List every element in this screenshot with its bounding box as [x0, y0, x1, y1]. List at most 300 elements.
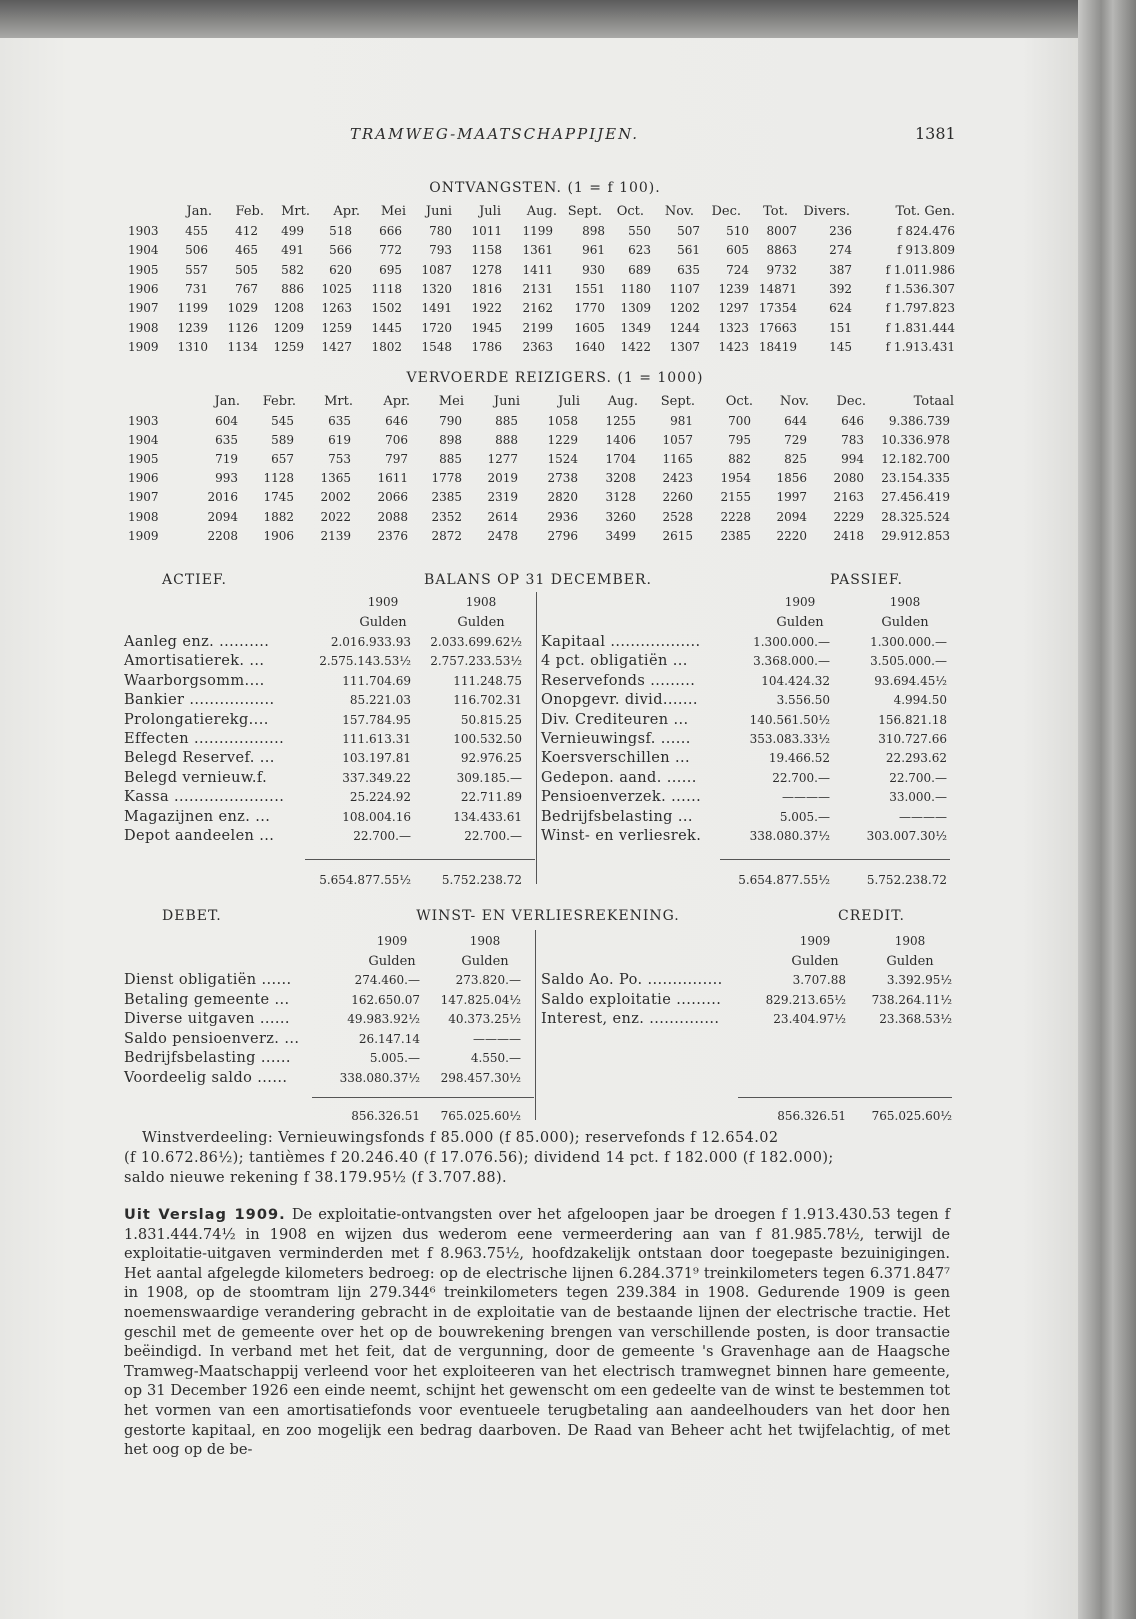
reizigers-cell: 981: [670, 414, 693, 428]
actief-total-rule: [305, 859, 535, 860]
ontvangsten-cell: 8007: [766, 224, 797, 238]
reizigers-cell: 646: [841, 414, 864, 428]
actief-1909: 157.784.95: [342, 712, 411, 727]
passief-total-1908: 5.752.238.72: [866, 873, 947, 887]
debet-1908: 298.457.30½: [440, 1070, 521, 1085]
passief-1908: 33.000.—: [889, 790, 947, 805]
ontvangsten-cell: 731: [185, 281, 208, 296]
debet-label: Diverse uitgaven ......: [124, 1011, 290, 1027]
passief-label: Div. Crediteuren ...: [541, 711, 689, 728]
ontvangsten-cell: 1770: [574, 301, 605, 316]
ontvangsten-cell: 930: [582, 262, 605, 277]
ontvangsten-cell: 17354: [758, 301, 797, 316]
ontvangsten-cell: 1087: [421, 262, 452, 277]
ontvangsten-cell: 412: [235, 224, 258, 238]
debet-1908: 273.820.—: [455, 973, 521, 987]
reizigers-cell: 797: [385, 452, 408, 467]
unit-label: Gulden: [461, 954, 509, 969]
ontvangsten-cell: 465: [235, 243, 258, 258]
reizigers-cell: 3499: [605, 528, 636, 543]
passief-1909: 338.080.37½: [749, 829, 830, 843]
ontvangsten-cell: 557: [185, 262, 208, 277]
reizigers-cell: 3208: [605, 471, 636, 486]
ontvangsten-col-header: Nov.: [664, 204, 694, 219]
ontvangsten-cell: 605: [726, 243, 749, 258]
ontvangsten-cell: 506: [185, 243, 208, 258]
reizigers-cell: 1255: [605, 414, 636, 428]
actief-label: Aanleg enz. ..........: [124, 634, 270, 650]
reizigers-cell: 2220: [776, 528, 807, 543]
ontvangsten-cell: 1427: [321, 339, 352, 354]
reizigers-cell: 2376: [377, 528, 408, 543]
ontvangsten-cell: 9732: [766, 262, 797, 277]
passief-label: Vernieuwingsf. ......: [541, 731, 691, 747]
actief-label: Effecten ..................: [124, 731, 285, 747]
ontvangsten-cell: 767: [235, 281, 258, 296]
reizigers-cell: 729: [784, 433, 807, 448]
passief-1909: 3.556.50: [776, 693, 830, 708]
debet-1908: 147.825.04½: [440, 992, 521, 1007]
ontvangsten-cell: 961: [582, 243, 605, 258]
reizigers-cell: 1745: [263, 490, 294, 505]
ontvangsten-year: 1908: [128, 320, 159, 335]
reizigers-cell: 706: [385, 433, 408, 448]
winstverdeeling-line-1: Winstverdeeling: Vernieuwingsfonds f 85.000 (f 85.000); reservefonds f 12.654.02: [142, 1130, 779, 1146]
ontvangsten-cell: 1445: [371, 320, 402, 335]
actief-1909: 111.613.31: [342, 732, 411, 746]
ontvangsten-cell: 561: [677, 243, 700, 258]
ontvangsten-cell: 624: [829, 301, 852, 316]
ontvangsten-cell: 392: [829, 281, 852, 296]
reizigers-col-header: Oct.: [725, 394, 753, 409]
ontvangsten-cell: 689: [628, 262, 651, 277]
ontvangsten-cell: f 824.476: [897, 224, 955, 238]
year-label: 1908: [889, 595, 921, 609]
passief-1909: 5.005.—: [779, 809, 830, 824]
reizigers-col-header: Mrt.: [324, 394, 353, 409]
reizigers-col-header: Mei: [438, 394, 464, 409]
reizigers-cell: 719: [215, 452, 238, 467]
ontvangsten-cell: 274: [829, 243, 852, 258]
actief-1908: 50.815.25: [460, 712, 522, 727]
actief-1908: 22.700.—: [464, 829, 522, 843]
reizigers-year: 1905: [128, 452, 159, 467]
ontvangsten-col-header: Mrt.: [281, 204, 310, 219]
reizigers-cell: 2155: [720, 490, 751, 505]
ontvangsten-cell: 1126: [227, 320, 258, 335]
reizigers-year: 1909: [128, 528, 159, 543]
passief-1909: 353.083.33½: [749, 732, 830, 746]
passief-1908: 3.505.000.—: [870, 654, 947, 669]
passief-1909: 104.424.32: [761, 673, 830, 688]
ontvangsten-cell: 8863: [766, 243, 797, 258]
actief-label: Bankier .................: [124, 692, 275, 709]
reizigers-cell: 589: [271, 433, 294, 448]
ontvangsten-cell: 1107: [669, 281, 700, 296]
ontvangsten-cell: 1297: [718, 301, 749, 316]
ontvangsten-cell: 550: [628, 224, 651, 238]
actief-1909: 337.349.22: [342, 770, 411, 785]
ontvangsten-cell: 1259: [273, 339, 304, 354]
reizigers-cell: 1997: [776, 490, 807, 505]
ontvangsten-cell: 1491: [421, 301, 452, 316]
reizigers-col-header: Sept.: [660, 394, 695, 409]
verslag-heading: Uit Verslag 1909.: [124, 1206, 286, 1223]
actief-label: Belegd vernieuw.f.: [124, 769, 268, 786]
year-label: 1908: [465, 595, 497, 609]
ontvangsten-year: 1903: [128, 224, 159, 238]
reizigers-cell: 2163: [833, 490, 864, 505]
credit-1909: 23.404.97½: [773, 1012, 846, 1026]
ontvangsten-cell: 507: [677, 224, 700, 238]
page-title: TRAMWEG-MAATSCHAPPIJEN.: [350, 125, 640, 143]
actief-1909: 85.221.03: [349, 693, 411, 708]
reizigers-cell: 1704: [605, 452, 636, 467]
unit-label: Gulden: [457, 615, 505, 630]
reizigers-cell: 29.912.853: [881, 528, 950, 543]
ontvangsten-cell: 566: [329, 243, 352, 258]
reizigers-cell: 27.456.419: [881, 490, 950, 505]
debet-1909: 26.147.14: [358, 1031, 420, 1046]
credit-1909: 3.707.88: [792, 973, 846, 987]
balans-title: BALANS OP 31 DECEMBER.: [424, 572, 652, 588]
actief-1909: 111.704.69: [342, 673, 411, 688]
unit-label: Gulden: [881, 615, 929, 630]
ontvangsten-year: 1904: [128, 243, 159, 258]
reizigers-col-header: Juli: [558, 394, 580, 409]
ontvangsten-cell: 1802: [371, 339, 402, 354]
actief-1908: 111.248.75: [453, 673, 522, 688]
passief-1908: 22.700.—: [889, 770, 947, 785]
reizigers-cell: 700: [728, 414, 751, 428]
passief-1908: 1.300.000.—: [870, 635, 947, 649]
reizigers-cell: 882: [728, 452, 751, 467]
verslag-paragraph: [124, 1205, 950, 1460]
debet-label: Saldo pensioenverz. ...: [124, 1030, 300, 1047]
passief-total-1909: 5.654.877.55½: [738, 873, 830, 887]
actief-1908: 2.033.699.62½: [430, 635, 522, 649]
actief-1909: 25.224.92: [349, 790, 411, 805]
reizigers-cell: 545: [271, 414, 294, 428]
ontvangsten-cell: 2162: [522, 301, 553, 316]
reizigers-cell: 2615: [662, 528, 693, 543]
reizigers-cell: 1406: [605, 433, 636, 448]
winst-divider: [535, 930, 536, 1120]
reizigers-cell: 2094: [207, 509, 238, 524]
ontvangsten-col-header: Mei: [380, 204, 406, 219]
reizigers-cell: 23.154.335: [881, 471, 950, 486]
ontvangsten-cell: 623: [628, 243, 651, 258]
reizigers-cell: 2022: [320, 509, 351, 524]
reizigers-cell: 1906: [263, 528, 294, 543]
ontvangsten-cell: 14871: [758, 281, 797, 296]
book-binding-edge: [1078, 0, 1136, 1619]
passief-1908: ————: [899, 809, 947, 824]
actief-1908: 2.757.233.53½: [430, 654, 522, 669]
ontvangsten-cell: 1199: [522, 224, 553, 238]
ontvangsten-cell: f 1.831.444: [885, 320, 955, 335]
reizigers-cell: 885: [439, 452, 462, 467]
ontvangsten-cell: 145: [829, 339, 852, 354]
ontvangsten-col-header: Juni: [425, 204, 452, 219]
year-label: 1908: [894, 934, 926, 948]
reizigers-cell: 1229: [547, 433, 578, 448]
ontvangsten-cell: 695: [379, 262, 402, 277]
actief-1909: 108.004.16: [342, 809, 411, 824]
ontvangsten-cell: 1278: [471, 262, 502, 277]
reizigers-cell: 2738: [547, 471, 578, 486]
credit-1908: 23.368.53½: [879, 1012, 952, 1026]
ontvangsten-col-header: Divers.: [803, 204, 850, 219]
reizigers-cell: 3260: [605, 509, 636, 524]
reizigers-cell: 2208: [207, 528, 238, 543]
reizigers-cell: 994: [841, 452, 864, 467]
ontvangsten-col-header: Juli: [479, 204, 501, 219]
ontvangsten-cell: 1307: [669, 339, 700, 354]
reizigers-col-header: Jan.: [214, 394, 240, 409]
reizigers-cell: 825: [784, 452, 807, 467]
ontvangsten-cell: 793: [429, 243, 452, 258]
ontvangsten-cell: 1263: [321, 301, 352, 316]
credit-total-rule: [738, 1097, 952, 1098]
passief-total-rule: [720, 859, 950, 860]
passief-label: Kapitaal ..................: [541, 634, 701, 650]
ontvangsten-cell: 1208: [273, 301, 304, 316]
ontvangsten-cell: 898: [582, 224, 605, 238]
credit-total-1909: 856.326.51: [777, 1109, 846, 1123]
actief-1908: 92.976.25: [460, 751, 522, 766]
reizigers-cell: 2418: [833, 528, 864, 543]
year-label: 1909: [784, 595, 816, 609]
credit-label: Saldo exploitatie .........: [541, 991, 722, 1008]
ontvangsten-cell: 1320: [421, 281, 452, 296]
reizigers-col-header: Febr.: [262, 394, 296, 409]
ontvangsten-col-header: Jan.: [186, 204, 212, 219]
passief-1908: 156.821.18: [878, 712, 947, 727]
ontvangsten-cell: 582: [281, 262, 304, 277]
reizigers-cell: 1058: [547, 414, 578, 428]
debet-1909: 274.460.—: [354, 973, 420, 987]
credit-1909: 829.213.65½: [765, 992, 846, 1007]
ontvangsten-cell: 1202: [669, 301, 700, 316]
reizigers-cell: 2478: [487, 528, 518, 543]
ontvangsten-col-header: Feb.: [235, 204, 264, 219]
debet-1908: 4.550.—: [470, 1051, 521, 1065]
reizigers-cell: 1128: [263, 471, 294, 486]
credit-1908: 738.264.11½: [871, 992, 952, 1007]
winst-title: WINST- EN VERLIESREKENING.: [416, 908, 680, 924]
reizigers-cell: 2094: [776, 509, 807, 524]
passief-label: Gedepon. aand. ......: [541, 769, 697, 786]
credit-label: Saldo Ao. Po. ...............: [541, 972, 723, 988]
reizigers-cell: 2080: [833, 471, 864, 486]
passief-1909: ————: [782, 790, 830, 805]
verslag-text: De exploitatie-ontvangsten over het afgeloopen jaar be droegen f 1.913.430.53 tegen f 1.831.444.74½ in 1908 en wijzen dus wederom eene vermeerdering aan van f 81.985.78½, terwijl de exploitatie-uitgaven verminderden met f 8.963.75½, hoofdzakelijk ontstaan door toegepaste bezuinigingen. Het aantal afgelegde kilometers bedroeg: op de electrische lijnen 6.284.371⁹ treinkilometers tegen 6.371.847⁷ in 1908, op de stoomtram lijn 279.344⁶ treinkilometers tegen 239.384 in 1908. Gedurende 1909 is geen noemenswaardige verandering gebracht in de exploitatie van de bestaande lijnen der electrische tractie. Het geschil met de gemeente over het op de bouwrekening brengen van verschillende posten, is door transactie beëindigd. In verband met het feit, dat de vergunning, door de gemeente 's Gravenhage aan de Haagsche Tramweg-Maatschappij verleend voor het exploiteeren van het electrisch tramwegnet binnen hare gemeente, op 31 December 1926 een einde neemt, schijnt het gewenscht om een gedeelte van de winst te bestemmen tot het vormen van een amortisatiefonds voor eventueele terugbetaling aan aandeelhouders van het door hen gestorte kapitaal, en zoo mogelijk een bedrag daarboven. De Raad van Beheer acht het twijfelachtig, of met het oog op de be-: [124, 1206, 951, 1459]
year-label: 1909: [367, 595, 399, 609]
actief-1908: 134.433.61: [453, 809, 522, 824]
ontvangsten-cell: 505: [235, 262, 258, 277]
reizigers-cell: 28.325.524: [881, 509, 950, 524]
reizigers-col-header: Juni: [493, 394, 520, 409]
ontvangsten-cell: 772: [379, 243, 402, 258]
reizigers-year: 1903: [128, 414, 159, 428]
ontvangsten-cell: 1118: [371, 281, 402, 296]
reizigers-cell: 2352: [431, 509, 462, 524]
reizigers-cell: 2002: [320, 490, 351, 505]
passief-label: Pensioenverzek. ......: [541, 789, 702, 806]
debet-1909: 49.983.92½: [347, 1012, 420, 1026]
actief-1908: 100.532.50: [453, 732, 522, 746]
ontvangsten-cell: 18419: [758, 339, 797, 354]
ontvangsten-year: 1909: [128, 339, 159, 354]
ontvangsten-cell: 1209: [273, 320, 304, 335]
ontvangsten-cell: 1244: [669, 320, 700, 335]
winstverdeeling-line-2: (f 10.672.86½); tantièmes f 20.246.40 (f 17.076.56); dividend 14 pct. f 182.000 (f 182.000);: [124, 1150, 834, 1166]
passief-1908: 310.727.66: [878, 732, 947, 746]
actief-label: Kassa ......................: [124, 789, 285, 806]
actief-label: Amortisatierek. ...: [124, 653, 265, 670]
ontvangsten-cell: 17663: [758, 320, 797, 335]
reizigers-title: VERVOERDE REIZIGERS. (1 = 1000): [406, 370, 704, 386]
unit-label: Gulden: [791, 954, 839, 969]
reizigers-cell: 1882: [263, 509, 294, 524]
credit-1908: 3.392.95½: [886, 973, 952, 987]
balans-actief-title: ACTIEF.: [162, 572, 227, 588]
ontvangsten-cell: 1239: [718, 281, 749, 296]
ontvangsten-cell: 1259: [321, 320, 352, 335]
ontvangsten-cell: 1945: [471, 320, 502, 335]
reizigers-cell: 604: [215, 414, 238, 428]
ontvangsten-cell: 1605: [574, 320, 605, 335]
ontvangsten-cell: 1548: [421, 339, 452, 354]
passief-1908: 4.994.50: [893, 693, 947, 708]
reizigers-cell: 646: [385, 414, 408, 428]
reizigers-year: 1908: [128, 509, 159, 524]
actief-total-1908: 5.752.238.72: [441, 873, 522, 887]
reizigers-cell: 1165: [662, 452, 693, 467]
reizigers-year: 1907: [128, 490, 159, 505]
reizigers-cell: 753: [328, 452, 351, 467]
actief-1909: 103.197.81: [342, 751, 411, 766]
ontvangsten-cell: 1158: [471, 243, 502, 258]
reizigers-cell: 2528: [662, 509, 693, 524]
reizigers-cell: 1856: [776, 471, 807, 486]
ontvangsten-cell: 1551: [574, 281, 605, 296]
reizigers-cell: 2614: [487, 509, 518, 524]
reizigers-cell: 2228: [720, 509, 751, 524]
passief-label: Winst- en verliesrek.: [541, 828, 702, 844]
ontvangsten-cell: 2363: [522, 339, 553, 354]
ontvangsten-cell: 1922: [471, 301, 502, 316]
reizigers-cell: 2796: [547, 528, 578, 543]
reizigers-cell: 2088: [377, 509, 408, 524]
ontvangsten-cell: 780: [429, 224, 452, 238]
ontvangsten-cell: 455: [185, 224, 208, 238]
reizigers-cell: 2019: [487, 471, 518, 486]
ontvangsten-cell: 2199: [522, 320, 553, 335]
reizigers-cell: 2936: [547, 509, 578, 524]
credit-label: Interest, enz. ..............: [541, 1011, 720, 1027]
reizigers-col-header: Nov.: [779, 394, 809, 409]
year-label: 1909: [376, 934, 408, 948]
reizigers-cell: 1365: [320, 471, 351, 486]
ontvangsten-col-header: Aug.: [526, 204, 557, 219]
ontvangsten-year: 1906: [128, 281, 159, 296]
ontvangsten-cell: 518: [329, 224, 352, 238]
reizigers-cell: 1524: [547, 452, 578, 467]
ontvangsten-cell: 1199: [177, 301, 208, 316]
ontvangsten-cell: 510: [726, 224, 749, 238]
ontvangsten-cell: 724: [726, 262, 749, 277]
reizigers-year: 1906: [128, 471, 159, 486]
ontvangsten-col-header: Dec.: [711, 204, 741, 219]
reizigers-cell: 2016: [207, 490, 238, 505]
ontvangsten-cell: 1323: [718, 320, 749, 335]
reizigers-cell: 635: [215, 433, 238, 448]
reizigers-cell: 2066: [377, 490, 408, 505]
reizigers-cell: 9.386.739: [888, 414, 950, 428]
reizigers-cell: 795: [728, 433, 751, 448]
actief-total-1909: 5.654.877.55½: [319, 873, 411, 887]
ontvangsten-cell: f 1.011.986: [885, 262, 955, 277]
ontvangsten-cell: 1011: [471, 224, 502, 238]
passief-1909: 19.466.52: [768, 751, 830, 766]
reizigers-cell: 2872: [431, 528, 462, 543]
passief-label: Reservefonds .........: [541, 672, 696, 689]
ontvangsten-cell: 1786: [471, 339, 502, 354]
reizigers-cell: 12.182.700: [881, 452, 950, 467]
ontvangsten-cell: 491: [281, 243, 304, 258]
scan-top-edge: [0, 0, 1136, 38]
ontvangsten-year: 1907: [128, 301, 159, 316]
debet-label: Dienst obligatiën ......: [124, 972, 292, 988]
reizigers-cell: 644: [784, 414, 807, 428]
actief-1908: 22.711.89: [460, 790, 522, 805]
ontvangsten-cell: 1422: [620, 339, 651, 354]
ontvangsten-cell: 635: [677, 262, 700, 277]
passief-label: Bedrijfsbelasting ...: [541, 808, 693, 825]
reizigers-cell: 790: [439, 414, 462, 428]
reizigers-cell: 2385: [431, 490, 462, 505]
actief-1908: 116.702.31: [453, 693, 522, 708]
actief-label: Waarborgsomm....: [124, 672, 265, 689]
ontvangsten-cell: 1239: [177, 320, 208, 335]
balans-divider: [536, 592, 537, 884]
ontvangsten-cell: 1349: [620, 320, 651, 335]
actief-1908: 309.185.—: [456, 770, 522, 785]
ontvangsten-cell: 387: [829, 262, 852, 277]
reizigers-cell: 2260: [662, 490, 693, 505]
balans-passief-title: PASSIEF.: [830, 572, 903, 588]
ontvangsten-cell: 886: [281, 281, 304, 296]
year-label: 1909: [799, 934, 831, 948]
ontvangsten-cell: 236: [829, 224, 852, 238]
ontvangsten-cell: 1816: [471, 281, 502, 296]
ontvangsten-cell: 499: [281, 224, 304, 238]
ontvangsten-cell: 1134: [227, 339, 258, 354]
ontvangsten-col-header: Apr.: [333, 204, 360, 219]
ontvangsten-cell: 620: [329, 262, 352, 277]
page-number: 1381: [915, 124, 956, 143]
ontvangsten-cell: 1310: [177, 339, 208, 354]
actief-label: Magazijnen enz. ...: [124, 808, 271, 825]
winstverdeeling-line-3: saldo nieuwe rekening f 38.179.95½ (f 3.707.88).: [124, 1170, 508, 1186]
ontvangsten-col-header: Tot. Gen.: [895, 204, 955, 219]
passief-1909: 1.300.000.—: [753, 635, 830, 649]
debet-1909: 162.650.07: [351, 992, 420, 1007]
reizigers-cell: 2139: [320, 528, 351, 543]
reizigers-cell: 657: [271, 452, 294, 467]
